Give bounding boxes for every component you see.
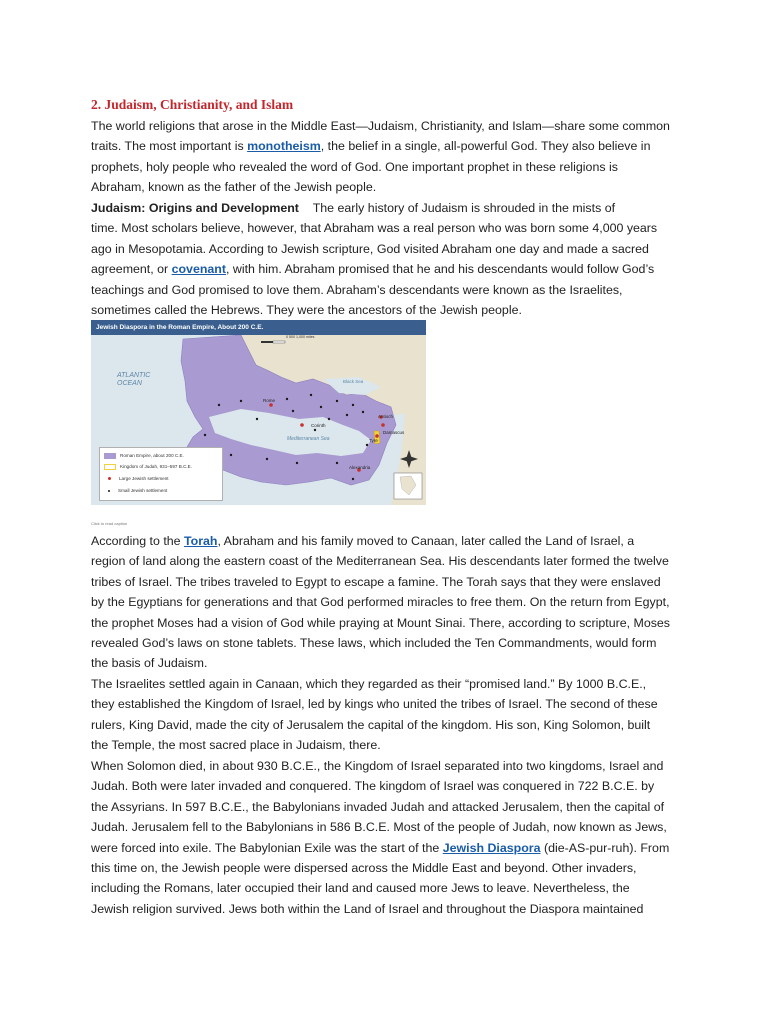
map-legend [99, 447, 223, 501]
text-line: traits. The most important is monotheism, the belief in a single, all-powerful God. They also believe in [91, 139, 651, 154]
mediterranean-label: Mediterranean Sea [287, 436, 330, 442]
city-label-damascus: Damascus [383, 430, 405, 435]
text-line: the Assyrians. In 597 B.C.E., the Babylonians invaded Judah and attacked Jerusalem, then the capital of [91, 799, 665, 814]
text-line: ago in Mesopotamia. According to Jewish scripture, God visited Abraham one day and made a sacred [91, 241, 649, 256]
text-line: sometimes called the Hebrews. They were the ancestors of the Jewish people. [91, 303, 522, 318]
text-line: rulers, King David, made the city of Jerusalem the capital of the kingdom. His son, King Solomon, built [91, 717, 651, 732]
text-line: including the Romans, later occupied their land and caused more Jews to leave. Nevertheless, the [91, 881, 630, 896]
large-settlement-dot [269, 403, 273, 407]
black-sea-label: Black Sea [343, 379, 364, 384]
small-settlement-dot [362, 411, 364, 413]
text-line: were forced into exile. The Babylonian Exile was the start of the Jewish Diaspora (die-AS-pur-ruh). From [91, 840, 670, 855]
small-settlement-dot [336, 400, 338, 402]
legend-dot-large [108, 477, 111, 480]
small-settlement-dot [256, 418, 258, 420]
intro-paragraph [91, 116, 691, 198]
small-settlement-dot [366, 444, 368, 446]
small-settlement-dot [310, 394, 312, 396]
text-line: they established the Kingdom of Israel, led by kings who united the tribes of Israel. The second of these [91, 697, 658, 712]
text-line: Jewish religion survived. Jews both within the Land of Israel and throughout the Diaspora maintained [91, 901, 644, 916]
small-settlement-dot [204, 434, 206, 436]
text-line: The world religions that arose in the Middle East—Judaism, Christianity, and Islam—share some common [91, 119, 670, 133]
text-line: Abraham, known as the father of the Jewish people. [91, 180, 377, 195]
origins-subheading: Judaism: Origins and Development [91, 201, 299, 215]
atlantic-ocean-label: ATLANTIC OCEAN [117, 372, 151, 387]
map-title: Jewish Diaspora in the Roman Empire, About 200 C.E. [91, 320, 426, 335]
text-line: When Solomon died, in about 930 B.C.E., the Kingdom of Israel separated into two kingdoms, Israel and [91, 759, 664, 773]
exile-paragraph [91, 756, 691, 919]
text-line: According to the Torah, Abraham and his family moved to Canaan, later called the Land of Israel, a [91, 534, 635, 548]
small-settlement-dot [352, 404, 354, 406]
diaspora-map-figure[interactable] [91, 320, 426, 505]
city-label-corinth: Corinth [311, 423, 326, 428]
small-settlement-dot [286, 398, 288, 400]
text-line: the basis of Judaism. [91, 656, 208, 671]
monotheism-link[interactable]: monotheism [247, 139, 321, 154]
text-line: revealed God’s laws on stone tablets. These laws, which included the Ten Commandments, would form [91, 636, 657, 651]
small-settlement-dot [292, 410, 294, 412]
text-line: the Temple, the most sacred place in Judaism, there. [91, 738, 381, 753]
legend-row: Roman Empire, about 200 C.E. [104, 451, 184, 460]
origins-paragraph [91, 198, 691, 320]
small-settlement-dot [230, 454, 232, 456]
jewish-diaspora-link[interactable]: Jewish Diaspora [442, 840, 541, 855]
text-line: teachings and God promised to love them. Abraham’s descendants were known as the Israelites, [91, 282, 623, 297]
small-settlement-dot [218, 404, 220, 406]
large-settlement-dot [300, 423, 304, 427]
torah-link[interactable]: Torah [183, 534, 218, 548]
small-settlement-dot [328, 418, 330, 420]
text-line: region of land along the eastern coast of the Mediterranean Sea. His descendants later formed the twelve [91, 554, 669, 569]
text-line: agreement, or covenant, with him. Abraham promised that he and his descendants would follow God’s [91, 262, 655, 277]
text-line: time. Most scholars believe, however, that Abraham was a real person who was born some 4,000 years [91, 221, 658, 236]
small-settlement-dot [320, 406, 322, 408]
small-settlement-dot [336, 462, 338, 464]
scale-bar [273, 341, 285, 343]
small-settlement-dot [296, 462, 298, 464]
legend-swatch-empire [104, 453, 116, 459]
text-line: Judah. Both were later invaded and conquered. The kingdom of Israel was conquered in 722 B.C.E. by [91, 779, 655, 794]
small-settlement-dot [314, 429, 316, 431]
text-line: by the Egyptians for generations and that God performed miracles to free them. On the return from Egypt, [91, 595, 670, 610]
scale-label: 0 500 1,000 miles [286, 335, 315, 339]
legend-row: Kingdom of Judah, 931–597 B.C.E. [104, 462, 192, 471]
city-label-rome: Rome [263, 398, 276, 403]
scale-bar [261, 341, 273, 343]
text-line: tribes of Israel. The tribes traveled to Egypt to escape a famine. The Torah says that they were enslaved [91, 574, 661, 589]
text-line: The Israelites settled again in Canaan, which they regarded as their “promised land.” By 1000 B.C.E., [91, 677, 647, 691]
small-settlement-dot [346, 414, 348, 416]
text-line: Judaism: Origins and Development The early history of Judaism is shrouded in the mists of [91, 201, 616, 215]
kingdom-paragraph [91, 674, 691, 756]
small-settlement-dot [352, 478, 354, 480]
small-settlement-dot [240, 400, 242, 402]
section-title: 2. Judaism, Christianity, and Islam [91, 97, 294, 112]
torah-paragraph [91, 531, 691, 674]
legend-row: Small Jewish settlement [104, 486, 167, 495]
covenant-link[interactable]: covenant [171, 262, 226, 277]
small-settlement-dot [266, 458, 268, 460]
text-line: prophets, holy people who revealed the word of God. One important prophet in these religions is [91, 159, 618, 174]
legend-dot-small [108, 490, 110, 492]
city-label-antioch: Antioch [378, 414, 394, 419]
caption-link[interactable]: Click to read caption [91, 521, 128, 526]
text-line: the prophet Moses had a vision of God while praying at Mount Sinai. There, according to scripture, Moses [91, 615, 670, 630]
text-line: Judah. Jerusalem fell to the Babylonians in 586 B.C.E. Most of the people of Judah, now known as Jews, [91, 820, 667, 835]
city-label-tyre: Tyre [369, 438, 378, 443]
legend-row: Large Jewish settlement [104, 474, 169, 483]
text-line: this time on, the Jewish people were dispersed across the Middle East and beyond. Other invaders, [91, 861, 637, 876]
large-settlement-dot [381, 423, 385, 427]
city-label-alexandria: Alexandria [349, 465, 371, 470]
legend-swatch-judah [104, 464, 116, 470]
